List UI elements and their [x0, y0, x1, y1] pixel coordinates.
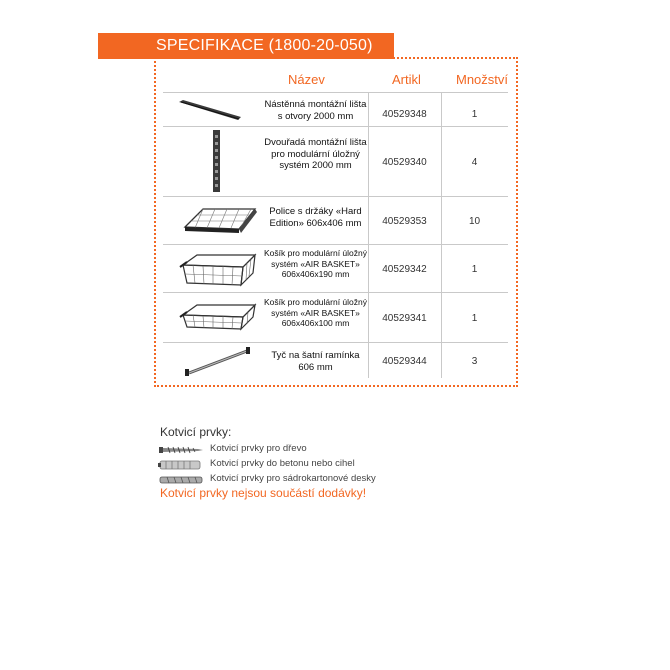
row-quantity: 10 — [468, 216, 481, 227]
concrete-anchor-icon — [158, 459, 204, 471]
row-name: Dvouřadá montážní lišta pro modulární úložný systém 2000 mm — [264, 137, 367, 171]
anchor-label: Kotvicí prvky pro dřevo — [210, 443, 307, 454]
row-quantity: 4 — [471, 157, 478, 168]
row-quantity: 1 — [471, 313, 478, 324]
header-quantity: Množství — [456, 72, 509, 87]
anchor-item — [158, 458, 458, 472]
double-rail-icon — [163, 127, 263, 196]
shelf-icon — [163, 197, 263, 244]
basket-icon — [163, 293, 263, 342]
drywall-anchor-icon — [158, 474, 204, 486]
spec-table — [163, 92, 508, 378]
row-article: 40529341 — [382, 313, 427, 324]
anchor-label: Kotvicí prvky pro sádrokartonové desky — [210, 473, 376, 484]
row-name: Tyč na šatní ramínka 606 mm — [271, 350, 360, 373]
row-name: Nástěnná montážní lišta s otvory 2000 mm — [264, 99, 367, 122]
row-article: 40529353 — [382, 216, 427, 227]
table-row — [163, 92, 508, 126]
anchors-title: Kotvicí prvky: — [160, 425, 232, 439]
table-row — [163, 342, 508, 378]
row-name: Košík pro modulární úložný systém «AIR BASKET» 606x406x190 mm — [264, 248, 367, 279]
row-article: 40529340 — [382, 157, 427, 168]
header-name: Název — [288, 72, 325, 87]
row-name: Police s držáky «Hard Edition» 606x406 mm — [269, 206, 362, 229]
table-row — [163, 292, 508, 342]
wall-rail-icon — [163, 93, 263, 126]
row-name: Košík pro modulární úložný systém «AIR BASKET» 606x406x100 mm — [264, 297, 367, 328]
anchors-not-included-note: Kotvicí prvky nejsou součástí dodávky! — [160, 486, 367, 500]
table-row — [163, 244, 508, 292]
wood-screw-icon — [158, 444, 204, 456]
anchor-item — [158, 473, 478, 487]
anchor-item — [158, 443, 458, 457]
table-row — [163, 196, 508, 244]
row-article: 40529344 — [382, 356, 427, 367]
hanger-rod-icon — [163, 343, 263, 378]
row-quantity: 1 — [471, 109, 478, 120]
row-quantity: 3 — [471, 356, 478, 367]
spec-banner: SPECIFIKACE (1800-20-050) — [98, 33, 394, 59]
anchor-label: Kotvicí prvky do betonu nebo cihel — [210, 458, 355, 469]
row-quantity: 1 — [471, 264, 478, 275]
row-article: 40529342 — [382, 264, 427, 275]
basket-icon — [163, 245, 263, 292]
row-article: 40529348 — [382, 109, 427, 120]
header-article: Artikl — [392, 72, 421, 87]
table-row — [163, 126, 508, 196]
